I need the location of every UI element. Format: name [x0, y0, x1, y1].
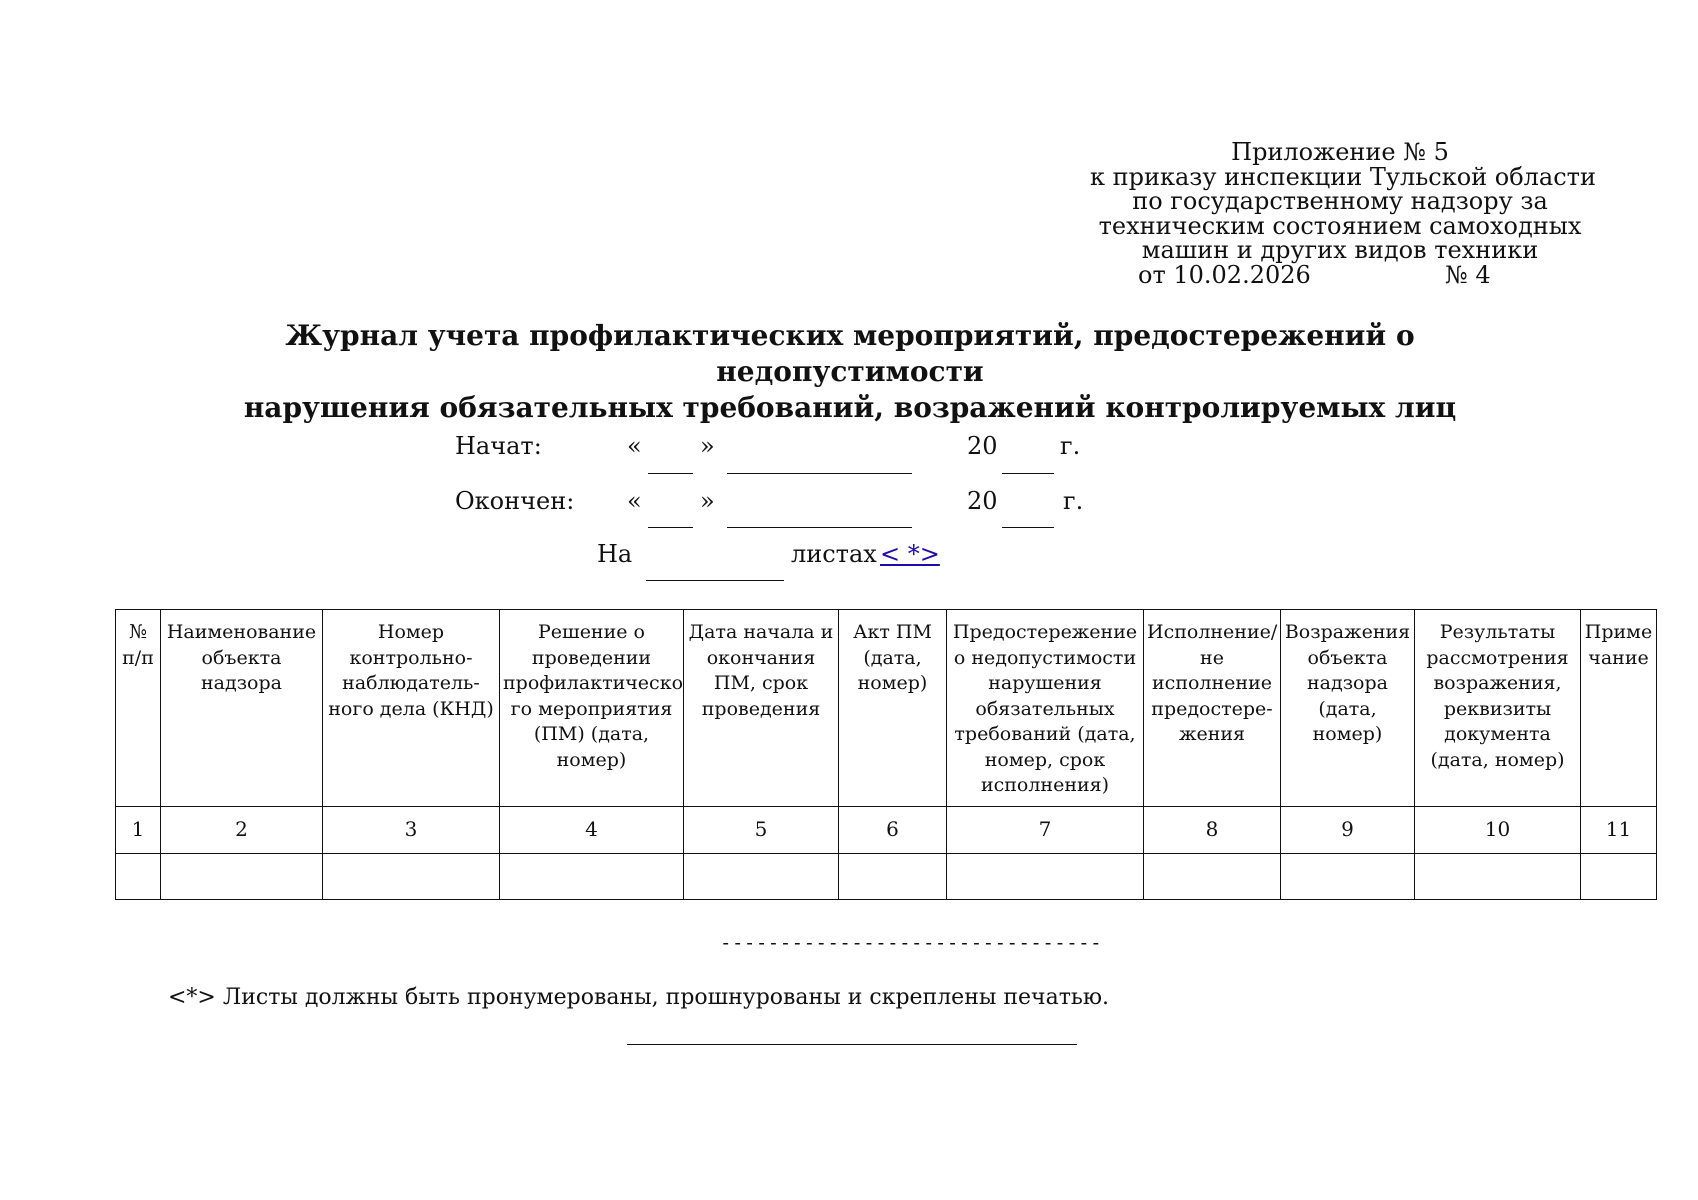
finished-quote-open: « — [627, 487, 642, 515]
column-number-cell: 2 — [161, 807, 323, 854]
header-cell: Результаты рассмотрения возражения, реквизиты документа (дата, номер) — [1415, 610, 1581, 807]
finished-label: Окончен: — [455, 487, 575, 515]
empty-cell — [1581, 854, 1657, 900]
finished-year-suffix: г. — [1063, 487, 1084, 515]
journal-table — [115, 609, 1657, 900]
empty-data-row — [116, 854, 1657, 900]
footnote-separator: -------------------------------- — [720, 932, 1103, 954]
started-quote-close: » — [700, 432, 715, 460]
header-cell: Возражения объекта надзора (дата, номер) — [1281, 610, 1415, 807]
appendix-date: от 10.02.2026 — [1138, 260, 1311, 289]
header-cell: Приме чание — [1581, 610, 1657, 807]
appendix-line: машин и других видов техники — [1141, 236, 1539, 264]
table-header-row — [116, 610, 1657, 807]
sheets-prefix: На — [597, 540, 633, 568]
header-cell: Наименование объекта надзора — [161, 610, 323, 807]
appendix-line: по государственному надзору за — [1132, 187, 1548, 215]
appendix-line: Приложение № 5 — [1231, 138, 1449, 166]
finished-day-blank — [648, 527, 693, 528]
empty-cell — [684, 854, 839, 900]
empty-cell — [500, 854, 684, 900]
appendix-date-line — [1090, 260, 1590, 289]
column-number-cell: 1 — [116, 807, 161, 854]
column-number-cell: 3 — [323, 807, 500, 854]
column-number-cell: 8 — [1144, 807, 1281, 854]
column-number-cell: 9 — [1281, 807, 1415, 854]
finished-quote-close: » — [700, 487, 715, 515]
started-day-blank — [648, 473, 693, 474]
header-cell: Решение о проведении профилактическо го мероприятия (ПМ) (дата, номер) — [500, 610, 684, 807]
closing-rule — [627, 1044, 1077, 1045]
empty-cell — [161, 854, 323, 900]
header-cell: Исполнение/ не исполнение предостере-жения — [1144, 610, 1281, 807]
empty-cell — [1415, 854, 1581, 900]
finished-year-blank — [1002, 527, 1054, 528]
column-number-cell: 11 — [1581, 807, 1657, 854]
empty-cell — [1281, 854, 1415, 900]
finished-month-blank — [727, 527, 912, 528]
finished-year-prefix: 20 — [967, 487, 998, 515]
header-cell: Дата начала и окончания ПМ, срок проведения — [684, 610, 839, 807]
started-year-blank — [1002, 473, 1054, 474]
appendix-line: к приказу инспекции Тульской области — [1090, 162, 1596, 191]
header-cell: Акт ПМ (дата, номер) — [839, 610, 947, 807]
column-number-cell: 6 — [839, 807, 947, 854]
empty-cell — [839, 854, 947, 900]
title-line-1: Журнал учета профилактических мероприятий, предостережений о недопустимости — [285, 319, 1415, 388]
appendix-line: техническим состоянием самоходных — [1098, 211, 1582, 240]
header-cell: Предостережение о недопустимости нарушения обязательных требований (дата, номер, срок исполнения) — [947, 610, 1144, 807]
sheets-word: листах — [791, 540, 877, 568]
empty-cell — [116, 854, 161, 900]
document-title — [150, 318, 1550, 426]
started-label: Начат: — [455, 432, 542, 460]
started-month-blank — [727, 473, 912, 474]
empty-cell — [323, 854, 500, 900]
empty-cell — [947, 854, 1144, 900]
appendix-number: № 4 — [1445, 260, 1491, 289]
footnote-link[interactable]: < *> — [880, 540, 940, 568]
appendix-block — [1090, 138, 1596, 289]
column-number-cell: 10 — [1415, 807, 1581, 854]
empty-cell — [1144, 854, 1281, 900]
column-number-cell: 5 — [684, 807, 839, 854]
column-number-row — [116, 807, 1657, 854]
column-number-cell: 7 — [947, 807, 1144, 854]
footnote-text: <*> Листы должны быть пронумерованы, прошнурованы и скреплены печатью. — [168, 985, 1110, 1010]
title-line-2: нарушения обязательных требований, возражений контролируемых лиц — [243, 391, 1457, 424]
header-cell: Номер контрольно-наблюдатель-ного дела (КНД) — [323, 610, 500, 807]
column-number-cell: 4 — [500, 807, 684, 854]
started-year-suffix: г. — [1060, 432, 1081, 460]
started-year-prefix: 20 — [967, 432, 998, 460]
header-cell: № п/п — [116, 610, 161, 807]
started-quote-open: « — [627, 432, 642, 460]
sheets-count-blank — [646, 580, 784, 581]
